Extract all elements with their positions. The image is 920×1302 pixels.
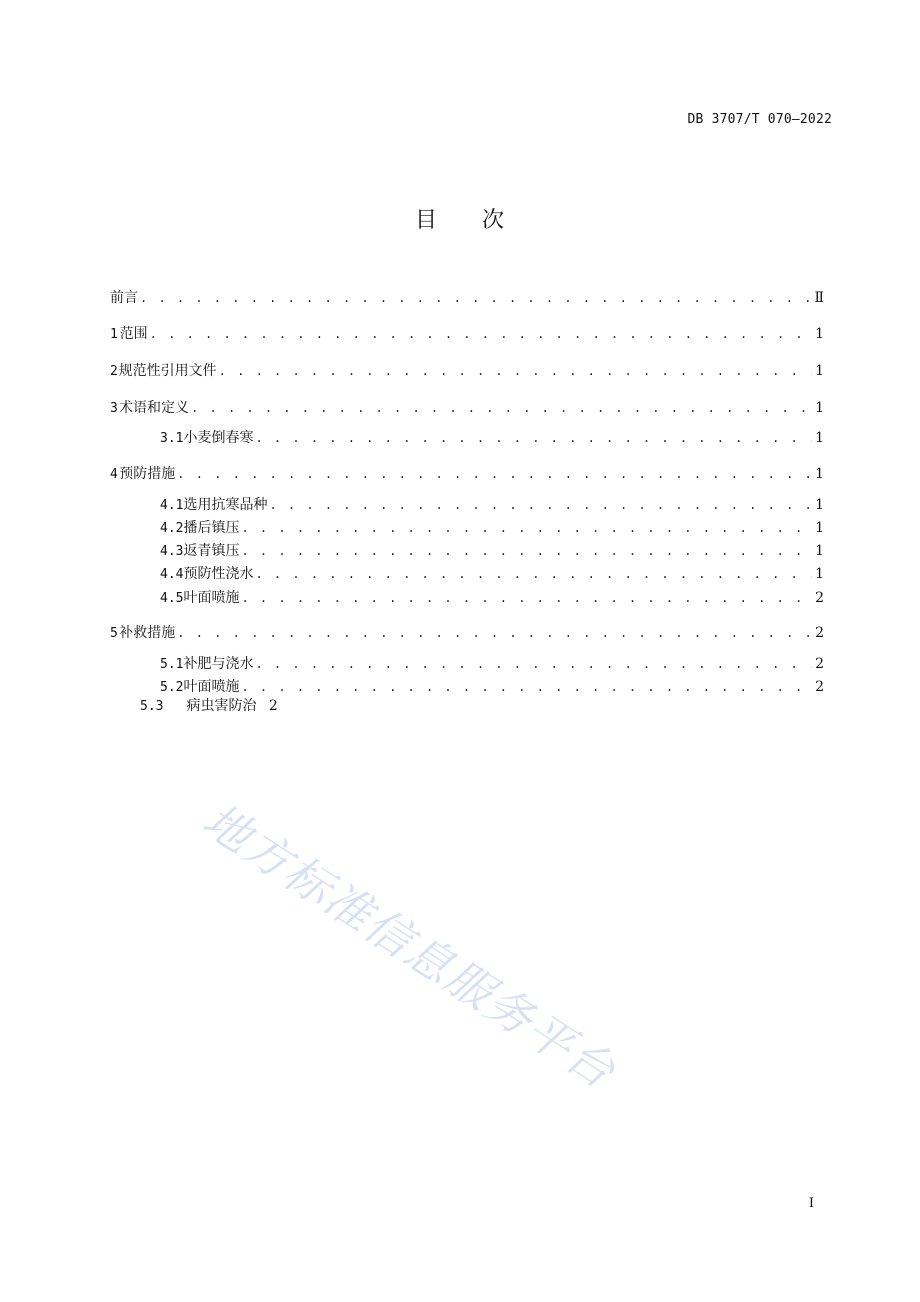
toc-row-4-2[interactable] (160, 519, 824, 538)
toc-leader-dots (241, 589, 812, 607)
toc-page-number: Ⅱ (814, 290, 824, 306)
toc-number: 4.2 (160, 521, 184, 536)
toc-label: 补救措施 (119, 625, 176, 641)
toc-label: 病虫害防治 (186, 698, 257, 714)
toc-label: 小麦倒春寒 (183, 430, 254, 446)
toc-label: 返青镇压 (183, 543, 240, 559)
toc-label: 补肥与浇水 (183, 656, 254, 672)
toc-row-5-3[interactable] (140, 697, 278, 716)
toc-leader-dots (241, 519, 812, 537)
toc-row-4-4[interactable] (160, 565, 824, 584)
toc-label: 播后镇压 (183, 520, 240, 536)
toc-row-3[interactable] (110, 399, 824, 418)
toc-page-number: 1 (815, 326, 824, 342)
toc-row-4-1[interactable] (160, 496, 824, 515)
toc-page-number: 2 (815, 679, 824, 695)
toc-label: 范围 (119, 326, 148, 342)
toc-row-foreword[interactable] (110, 289, 824, 307)
toc-number: 4 (110, 467, 118, 482)
toc-page-number: 1 (815, 543, 824, 559)
toc-leader-dots (191, 399, 812, 417)
toc-page-number: 2 (268, 698, 278, 714)
toc-row-5-2[interactable] (160, 678, 824, 697)
toc-row-2[interactable] (110, 362, 824, 381)
toc-page-number: 1 (815, 566, 824, 582)
toc-leader-dots (150, 325, 812, 343)
toc-row-4[interactable] (110, 465, 824, 484)
toc-leader-dots (177, 465, 812, 483)
toc-title-part1: 目 (414, 208, 438, 233)
toc-row-4-3[interactable] (160, 542, 824, 561)
toc-number: 3 (110, 401, 118, 416)
toc-label: 预防措施 (119, 466, 176, 482)
toc-page-number: 1 (815, 466, 824, 482)
footer-page-number: I (808, 1196, 814, 1211)
toc-number: 1 (110, 327, 118, 342)
toc-label: 叶面喷施 (183, 679, 240, 695)
toc-leader-dots (255, 429, 812, 447)
toc-leader-dots (255, 565, 812, 583)
toc-number: 4.4 (160, 567, 184, 582)
toc-leader-dots (177, 624, 812, 642)
toc-title-part2: 次 (482, 208, 506, 233)
toc-page-number: 2 (815, 590, 824, 606)
toc-label: 术语和定义 (119, 400, 190, 416)
toc-leader-dots (255, 655, 812, 673)
toc-number: 5.3 (140, 699, 164, 714)
toc-row-3-1[interactable] (160, 429, 824, 448)
toc-label: 叶面喷施 (183, 590, 240, 606)
toc-row-5[interactable] (110, 624, 824, 643)
toc-row-1[interactable] (110, 325, 824, 344)
toc-label: 前言 (110, 290, 138, 306)
toc-leader-dots (269, 496, 812, 514)
toc-number: 2 (110, 364, 118, 379)
toc-label: 选用抗寒品种 (183, 497, 268, 513)
toc-number: 4.5 (160, 591, 184, 606)
toc-row-4-5[interactable] (160, 589, 824, 608)
toc-page-number: 2 (815, 625, 824, 641)
toc-page-number: 1 (815, 497, 824, 513)
toc-leader-dots (219, 362, 812, 380)
toc-number: 3.1 (160, 431, 184, 446)
toc-page-number: 2 (815, 656, 824, 672)
toc-number: 4.3 (160, 544, 184, 559)
toc-number: 4.1 (160, 498, 184, 513)
toc-number: 5.1 (160, 657, 184, 672)
toc-page-number: 1 (815, 430, 824, 446)
toc-row-5-1[interactable] (160, 655, 824, 674)
toc-number: 5.2 (160, 680, 184, 695)
document-code: DB 3707/T 070—2022 (687, 112, 832, 127)
toc-page-number: 1 (815, 363, 824, 379)
toc-page-number: 1 (815, 400, 824, 416)
toc-title (0, 203, 920, 234)
toc-label: 规范性引用文件 (118, 363, 217, 379)
toc-leader-dots (140, 289, 812, 307)
toc-label: 预防性浇水 (183, 566, 254, 582)
toc-number: 5 (110, 626, 118, 641)
watermark-text: 地方标准信息服务平台 (193, 792, 626, 1100)
toc-leader-dots (241, 542, 812, 560)
toc-page-number: 1 (815, 520, 824, 536)
toc-leader-dots (241, 678, 812, 696)
